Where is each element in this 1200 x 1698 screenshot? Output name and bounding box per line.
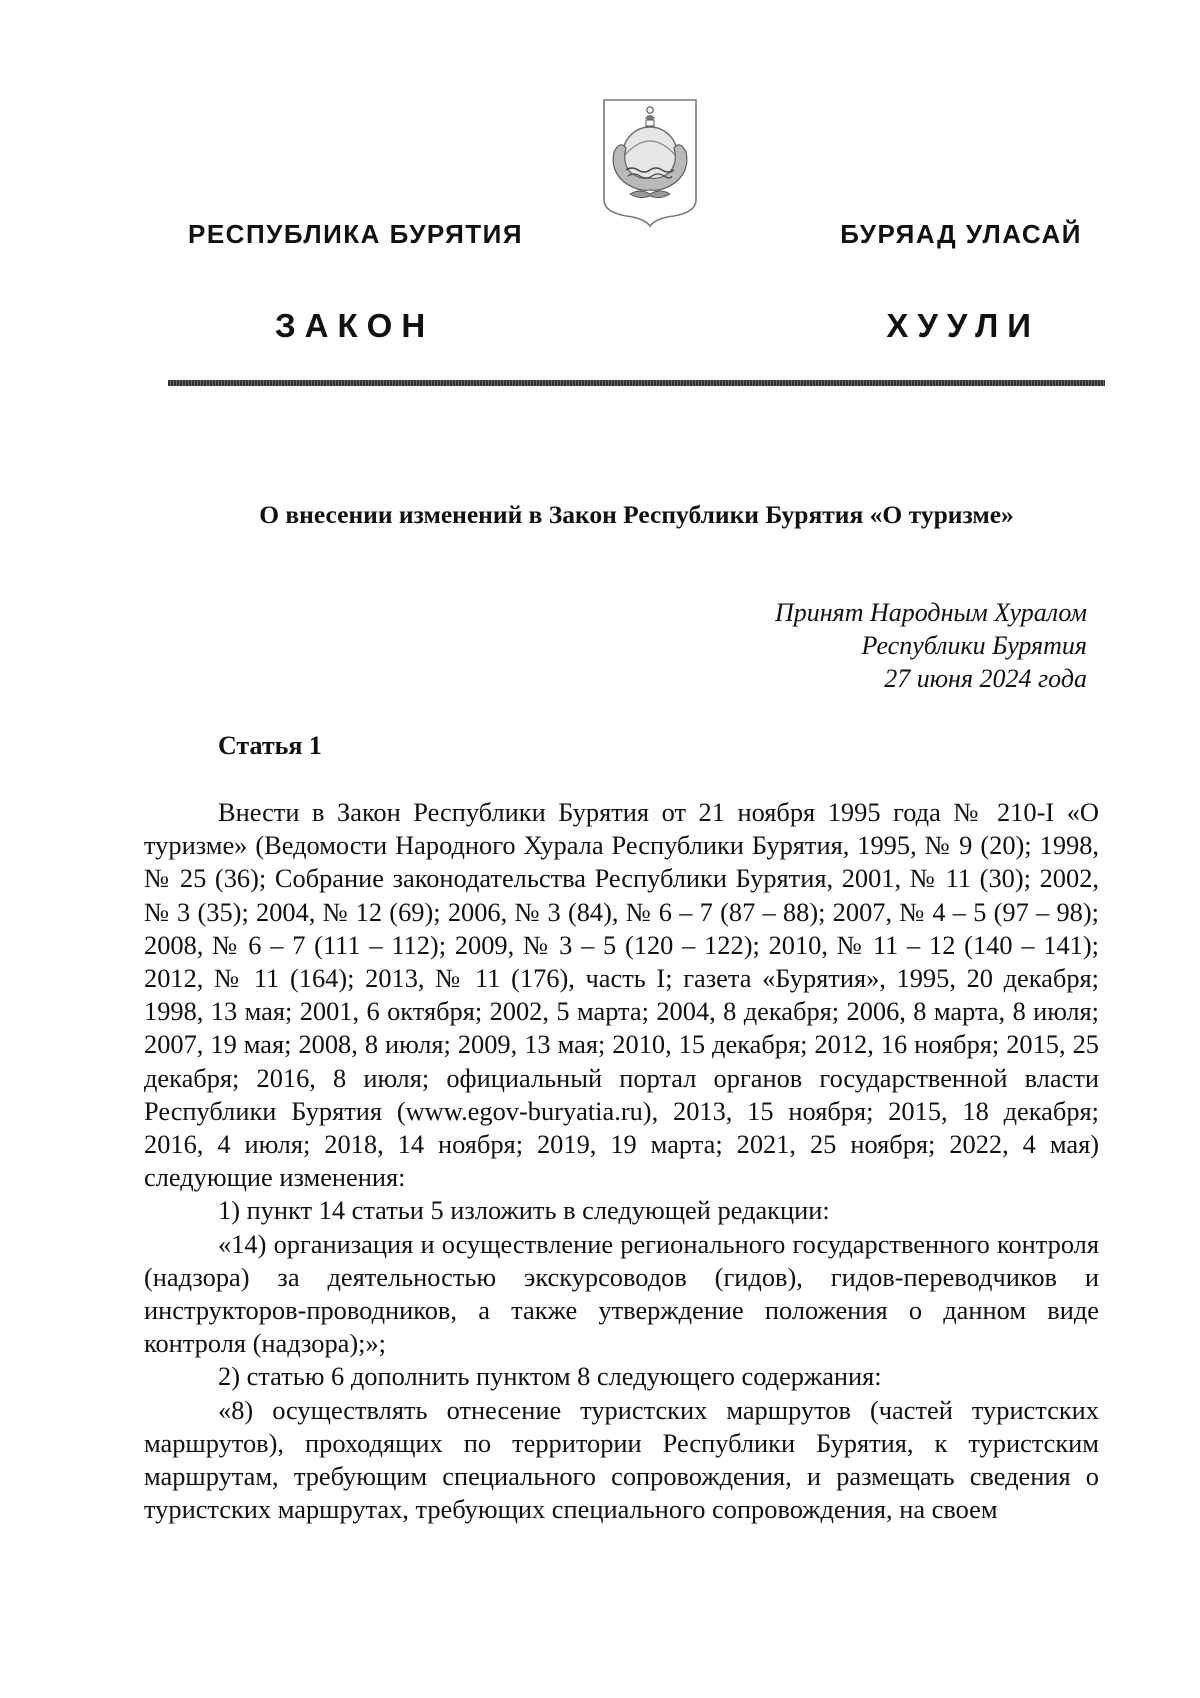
article-body — [144, 796, 1099, 1526]
paragraph: 2) статью 6 дополнить пунктом 8 следующего содержания: — [218, 1361, 882, 1392]
adoption-note — [775, 596, 1087, 695]
paragraph: 1) пункт 14 статьи 5 изложить в следующей редакции: — [218, 1195, 830, 1226]
adoption-date: 27 июня 2024 года — [884, 664, 1087, 693]
adoption-line-2: Республики Бурятия — [861, 631, 1087, 660]
republic-title-ru: РЕСПУБЛИКА БУРЯТИЯ — [188, 219, 524, 249]
paragraph: «8) осуществлять отнесение туристских маршрутов (частей туристских маршрутов), проходящих по территории Республики Бурятия, к туристским маршрутам, требующим специального сопровождения, и размещать сведения о туристских маршрутах, требующих специального сопровождения, на своем — [144, 1394, 1099, 1525]
article-heading: Статья 1 — [218, 731, 322, 760]
adoption-line-1: Принят Народным Хуралом — [774, 598, 1087, 627]
law-title-ru: ЗАКОН — [275, 307, 435, 344]
document-title: О внесении изменений в Закон Республики Бурятия «О туризме» — [259, 500, 1014, 529]
republic-title-bua: БУРЯАД УЛАСАЙ — [840, 219, 1082, 249]
paragraph: «14) организация и осуществление регионального государственного контроля (надзора) за деятельностью экскурсоводов (гидов), гидов-переводчиков и инструкторов-проводников, а также утверждение положения о данном виде контроля (надзора);»; — [144, 1228, 1099, 1359]
coat-of-arms-icon — [600, 96, 700, 230]
header-divider — [168, 380, 1105, 386]
paragraph: Внести в Закон Республики Бурятия от 21 ноября 1995 года № 210-I «О туризме» (Ведомости Народного Хурала Республики Бурятия, 1995, № 9 (20); 1998, № 25 (36); Собрание законодательства Республики Бурятия, 2001, № 11 (30); 2002, № 3 (35); 2004, № 12 (69); 2006, № 3 (84), № 6 – 7 (87 – 88); 2007, № 4 – 5 (97 – 98); 2008, № 6 – 7 (111 – 112); 2009, № 3 – 5 (120 – 122); 2010, № 11 – 12 (140 – 141); 2012, № 11 (164); 2013, № 11 (176), часть I; газета «Бурятия», 1995, 20 декабря; 1998, 13 мая; 2001, 6 октября; 2002, 5 марта; 2004, 8 декабря; 2006, 8 марта, 8 июля; 2007, 19 мая; 2008, 8 июля; 2009, 13 мая; 2010, 15 декабря; 2012, 16 ноября; 2015, 25 декабря; 2016, 8 июля; официальный портал органов государственной власти Республики Бурятия (www.egov-buryatia.ru), 2013, 15 ноября; 2015, 18 декабря; 2016, 4 июля; 2018, 14 ноября; 2019, 19 марта; 2021, 25 ноября; 2022, 4 мая) следующие изменения: — [144, 797, 1099, 1193]
law-title-bua: ХУУЛИ — [886, 307, 1040, 344]
